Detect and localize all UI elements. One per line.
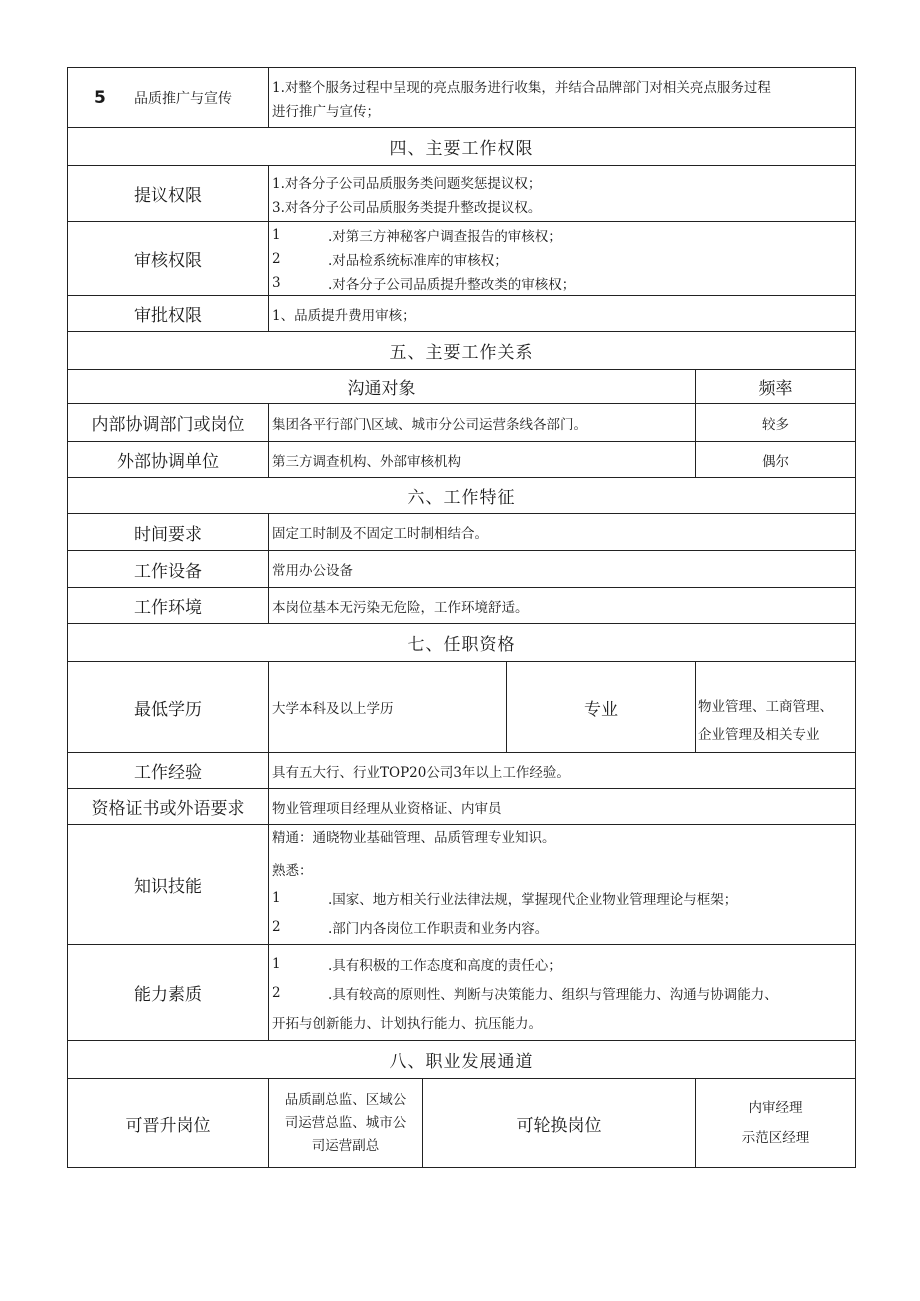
proposal-label: 提议权限 (134, 186, 202, 206)
knowledge-item-no: 1 (272, 890, 281, 906)
time-label: 时间要求 (134, 524, 202, 545)
header-target: 沟通对象 (347, 379, 416, 399)
experience-content (269, 753, 855, 788)
row5-line: 1.对整个服务过程中呈现的亮点服务进行收集，并结合品牌部门对相关亮点服务过程 (272, 79, 771, 96)
equipment-content (269, 551, 855, 587)
promotion-line: 司运营副总 (311, 1137, 380, 1154)
section5-title: 五、主要工作关系 (389, 343, 534, 363)
knowledge-item (272, 883, 855, 913)
environment-label: 工作环境 (134, 598, 202, 618)
ability-cont: 开拓与创新能力、计划执行能力、抗压能力。 (272, 1015, 542, 1032)
environment-text: 本岗位基本无污染无危险，工作环境舒适。 (272, 599, 529, 616)
review-label: 审核权限 (134, 251, 202, 271)
rotation-content (696, 1079, 855, 1167)
external-text: 第三方调查机构、外部审核机构 (272, 453, 461, 470)
major-line: 物业管理、工商管理、 (698, 699, 833, 715)
promotion-line: 品质副总监、区域公 (284, 1091, 407, 1108)
ability-label: 能力素质 (134, 985, 202, 1005)
section4-title: 四、主要工作权限 (389, 139, 534, 159)
rotation-line: 内审经理 (748, 1100, 803, 1116)
ability-item (272, 949, 855, 978)
education-content (269, 662, 506, 752)
row5-label-cell (68, 68, 268, 127)
education-text: 大学本科及以上学历 (272, 701, 394, 717)
knowledge-label: 知识技能 (134, 877, 202, 897)
ability-item-text: .具有积极的工作态度和高度的责任心； (328, 957, 562, 974)
review-item-no: 2 (272, 250, 281, 267)
row5-index: 5 (94, 87, 106, 108)
certificate-label: 资格证书或外语要求 (91, 799, 245, 819)
ability-item-no: 2 (272, 984, 281, 1001)
certificate-text: 物业管理项目经理从业资格证、内审员 (272, 800, 502, 817)
major-line: 企业管理及相关专业 (698, 727, 820, 743)
approval-text: 1、品质提升费用审核； (272, 307, 416, 324)
approval-label: 审批权限 (134, 306, 202, 326)
time-text: 固定工时制及不固定工时制相结合。 (272, 526, 488, 542)
promotion-content (269, 1079, 422, 1167)
review-content (269, 222, 855, 295)
environment-content (269, 588, 855, 623)
section7-title: 七、任职资格 (407, 635, 516, 655)
approval-content (269, 296, 855, 331)
knowledge-master: 精通：通晓物业基础管理、品质管理专业知识。 (272, 830, 556, 846)
knowledge-familiar: 熟悉： (272, 863, 313, 879)
ability-item (272, 978, 855, 1007)
education-label: 最低学历 (134, 699, 202, 720)
header-frequency: 频率 (758, 379, 793, 399)
major-label: 专业 (584, 699, 618, 720)
proposal-content (269, 166, 855, 221)
review-item (272, 271, 855, 295)
proposal-line: 3.对各分子公司品质服务类提升整改提议权。 (272, 199, 542, 216)
review-item-no: 1 (272, 226, 281, 243)
equipment-label: 工作设备 (134, 561, 202, 582)
knowledge-item-text: .部门内各岗位工作职责和业务内容。 (328, 921, 549, 937)
knowledge-content (269, 825, 855, 944)
review-item (272, 223, 855, 247)
ability-content (269, 945, 855, 1040)
review-item-no: 3 (272, 274, 281, 291)
knowledge-item (272, 913, 855, 941)
rotation-line: 示范区经理 (741, 1130, 810, 1146)
internal-text: 集团各平行部门\区域、城市分公司运营条线各部门。 (272, 416, 588, 433)
experience-text: 具有五大行、行业TOP20公司3年以上工作经验。 (272, 764, 570, 781)
certificate-content (269, 789, 855, 824)
ability-item-text: .具有较高的原则性、判断与决策能力、组织与管理能力、沟通与协调能力、 (328, 986, 778, 1003)
knowledge-item-no: 2 (272, 919, 281, 935)
review-item (272, 247, 855, 271)
external-content (269, 442, 695, 477)
rotation-label: 可轮换岗位 (516, 1115, 602, 1136)
knowledge-item-text: .国家、地方相关行业法律法规，掌握现代企业物业管理理论与框架； (328, 892, 738, 908)
row5-line: 进行推广与宣传； (272, 103, 380, 120)
section6-title: 六、工作特征 (407, 488, 516, 508)
promotion-line: 司运营总监、城市公 (284, 1114, 407, 1131)
proposal-line: 1.对各分子公司品质服务类问题奖惩提议权； (272, 175, 542, 192)
equipment-text: 常用办公设备 (272, 563, 353, 579)
time-content (269, 514, 855, 550)
promotion-label: 可晋升岗位 (125, 1115, 211, 1136)
major-content (696, 662, 855, 752)
internal-label: 内部协调部门或岗位 (91, 415, 245, 435)
row5-content (269, 68, 855, 127)
row5-item: 品质推广与宣传 (134, 90, 232, 107)
external-label: 外部协调单位 (117, 452, 219, 472)
ability-item-no: 1 (272, 955, 281, 972)
experience-label: 工作经验 (134, 763, 202, 783)
section8-title: 八、职业发展通道 (389, 1052, 534, 1072)
review-item-text: .对品检系统标准库的审核权； (328, 252, 508, 269)
internal-frequency: 较多 (762, 416, 789, 433)
review-item-text: .对各分子公司品质提升整改类的审核权； (328, 276, 576, 293)
external-frequency: 偶尔 (762, 453, 789, 470)
review-item-text: .对第三方神秘客户调查报告的审核权； (328, 228, 562, 245)
internal-content (269, 404, 695, 441)
